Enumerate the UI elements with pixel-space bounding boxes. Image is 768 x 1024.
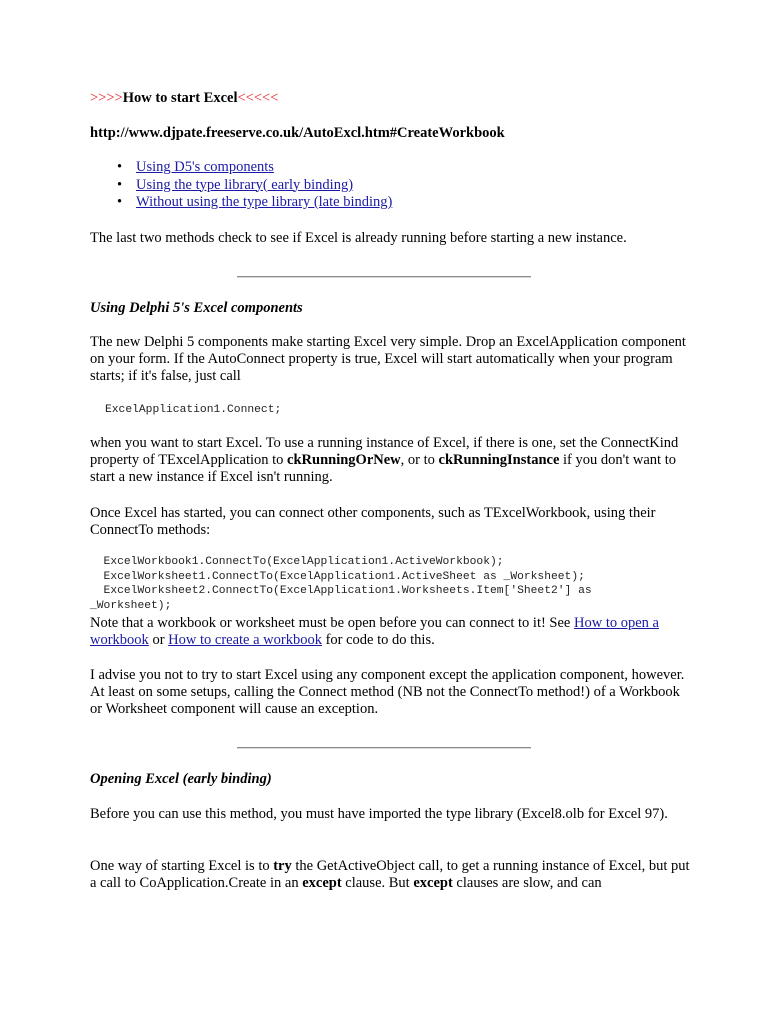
link-create-workbook[interactable]: How to create a workbook: [168, 632, 322, 648]
toc-list: [90, 159, 690, 212]
bold-term: try: [273, 858, 292, 874]
text-run: if you don't want to start a new instance if Excel isn't running.: [90, 452, 676, 485]
bold-term: except: [302, 875, 342, 891]
text-run: the GetActiveObject call, to get a running instance of Excel, but put a call to CoApplication.Create in an: [90, 858, 690, 891]
toc-item: [90, 194, 690, 212]
text-run: for code to do this.: [321, 632, 435, 648]
bold-term: ckRunningOrNew: [287, 452, 401, 468]
section1-heading: Using Delphi 5's Excel components: [90, 300, 303, 316]
toc-item: [90, 177, 690, 195]
bold-term: except: [413, 875, 453, 891]
section1-paragraph: The new Delphi 5 components make starting Excel very simple. Drop an ExcelApplication component on your form. If the AutoConnect property is true, Excel will start automatically when your program starts; if it's false, just call: [90, 334, 686, 384]
bullet-icon: •: [117, 194, 123, 210]
source-url: [90, 125, 690, 142]
code-line: _Worksheet);: [90, 599, 172, 612]
section1-paragraph: [90, 435, 690, 486]
section1-paragraph: [90, 615, 690, 649]
intro-note: The last two methods check to see if Excel is already running before starting a new instance.: [90, 230, 627, 246]
text-run: or: [148, 632, 169, 648]
bullet-icon: •: [117, 176, 123, 193]
text-run: clause. But: [341, 875, 414, 891]
text-run: clauses are slow, and can: [452, 875, 602, 891]
section1-paragraph: I advise you not to try to start Excel using any component except the application component, however. At least on some setups, calling the Connect method (NB not the ConnectTo method!) of a Workbook or Worksheet component will cause an exception.: [90, 667, 685, 717]
toc-link-d5-components[interactable]: Using D5's components: [136, 159, 274, 175]
code-line: ExcelWorksheet2.ConnectTo(ExcelApplication1.Worksheets.Item['Sheet2'] as: [90, 585, 592, 597]
code-snippet-connectto: [90, 555, 710, 613]
section1-paragraph: Once Excel has started, you can connect other components, such as TExcelWorkbook, using their ConnectTo methods:: [90, 505, 656, 538]
divider: [237, 747, 531, 749]
code-snippet-connect: ExcelApplication1.Connect;: [105, 404, 282, 416]
title-suffix: <<<<<: [237, 90, 279, 106]
code-line: ExcelWorksheet1.ConnectTo(ExcelApplication1.ActiveSheet as _Worksheet);: [90, 570, 585, 583]
title-text: How to start Excel: [122, 90, 238, 106]
bold-term: ckRunningInstance: [438, 452, 560, 468]
code-line: ExcelWorkbook1.ConnectTo(ExcelApplication1.ActiveWorkbook);: [90, 556, 504, 568]
toc-link-late-binding[interactable]: Without using the type library (late binding): [136, 194, 393, 210]
source-url-text: http://www.djpate.freeserve.co.uk/AutoExcl.htm#CreateWorkbook: [90, 125, 505, 141]
toc-link-early-binding[interactable]: Using the type library( early binding): [136, 176, 354, 193]
section2-paragraph: Before you can use this method, you must have imported the type library (Excel8.olb for Excel 97).: [90, 806, 668, 822]
section2-heading: Opening Excel (early binding): [90, 771, 272, 787]
text-run: One way of starting Excel is to: [90, 858, 274, 874]
text-run: , or to: [400, 452, 439, 468]
page-title: [90, 90, 690, 107]
title-prefix: >>>>: [90, 90, 123, 106]
bullet-icon: •: [117, 159, 123, 175]
text-run: Note that a workbook or worksheet must be open before you can connect to it! See: [90, 615, 574, 631]
section2-paragraph: [90, 858, 690, 892]
divider: [237, 276, 531, 278]
link-open-workbook[interactable]: How to open a workbook: [90, 615, 659, 648]
toc-item: [90, 159, 690, 177]
text-run: when you want to start Excel. To use a running instance of Excel, if there is one, set the ConnectKind property of TExcelApplication to: [90, 435, 679, 468]
